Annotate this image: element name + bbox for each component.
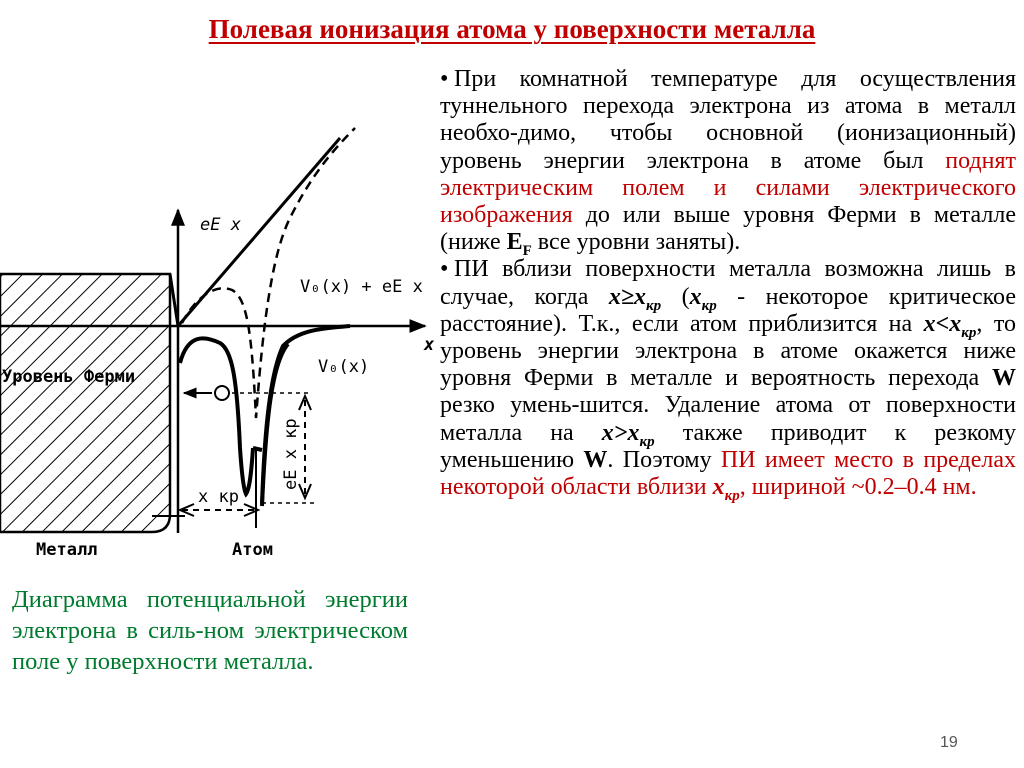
label-v0-plus-eex: V₀(x) + eE x [300,277,423,297]
w-symbol-2: W [583,446,608,473]
fermi-symbol: $E_F$ [506,229,532,260]
para2-text1: ПИ вблизи поверхности металла возможна лишь в случае, когда [440,256,1016,310]
electron-circle [215,386,229,400]
potential-energy-diagram [0,118,448,578]
paragraph-2 [440,256,1017,504]
para2-text3: - некоторое критическое расстояние). Т.к., если атом приблизится на [440,283,1016,337]
para1-highlight: поднят электрическим полем и силами электрического изображения [440,147,1016,229]
para1-text2: до или выше уровня Ферми в металле (ниже [440,202,1016,256]
para2-text6: также приводит к резкому уменьшению [440,419,1016,473]
condition-1: $x\ge x_{кр}$ [608,283,662,314]
label-fermi: Уровень Ферми [2,367,136,387]
text-column [440,66,1017,504]
para2-highlight: ПИ имеет место в пределах некоторой области вблизи $x_{кр}$, шириной ~0.2–0.4 нм. [440,446,1016,504]
page-number: 19 [940,734,958,751]
paragraph-1 [440,66,1016,260]
label-atom: Атом [232,540,273,560]
page-title: Полевая ионизация атома у поверхности металла [208,14,816,44]
para1-text3: все уровни заняты). [531,229,741,256]
condition-2: $x<x_{кр}$ [923,310,977,341]
bullet: • [440,256,449,283]
label-eEx: eE x [200,215,241,235]
diagram-caption: Диаграмма потенциальной энергии электрона в силь-ном электрическом поле у поверхности металла. [12,586,408,675]
para1-text1: При комнатной температуре для осуществления туннельного перехода электрона из атома в металл необхо-димо, чтобы основной (ионизационный) уровень энергии электрона в атоме был [440,66,1016,174]
metal-block [0,274,170,532]
xkr-symbol: $x_{кр}$ [689,283,717,314]
v0-curve [180,338,253,494]
w-symbol-1: W [992,365,1016,392]
label-eexkr: eE x кр [281,418,301,490]
label-x: x [424,335,435,355]
label-metal: Металл [36,540,98,560]
label-v0: V₀(x) [318,357,370,377]
para2-text7: . Поэтому [607,446,721,473]
para2-text5: резко умень-шится. Удаление атома от поверхности металла на [440,392,1016,446]
label-xkr: x кр [198,487,239,507]
bullet: • [440,66,449,92]
para2-text4: , то уровень энергии электрона в атоме окажется ниже уровня Ферми в металле и вероятность перехода [440,310,1017,392]
para2-text2: ( [661,283,690,310]
condition-3: $x>x_{кр}$ [601,419,655,450]
